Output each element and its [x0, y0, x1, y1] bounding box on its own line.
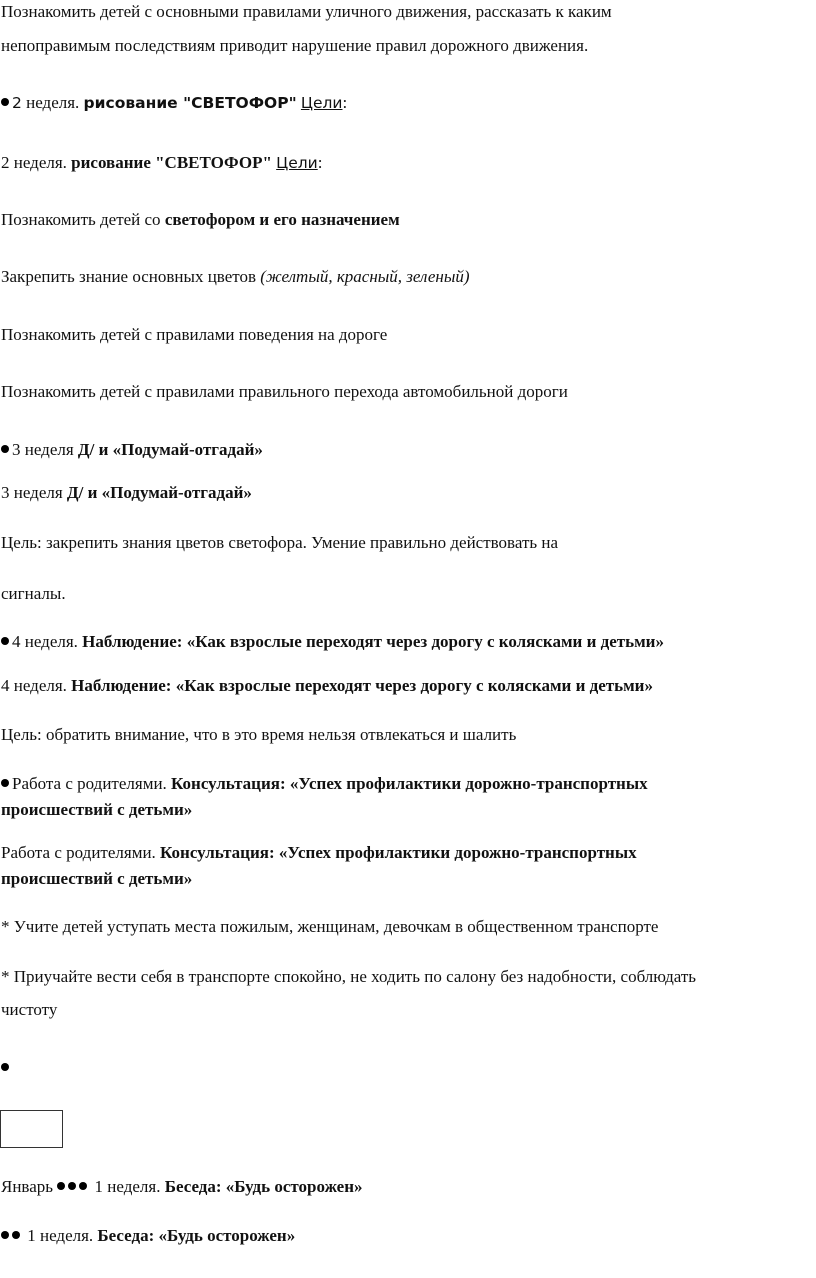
- week3-bullet-item: 3 неделя Д/ и «Подумай-отгадай»: [1, 440, 263, 460]
- bullet-icon: [68, 1182, 76, 1190]
- bullet-icon: [57, 1182, 65, 1190]
- last-item: 1 неделя. Беседа: «Будь осторожен»: [1, 1226, 295, 1246]
- goal-1: Познакомить детей со светофором и его назначением: [1, 210, 400, 229]
- goals-link[interactable]: Цели: [276, 154, 318, 172]
- bullet-icon: [79, 1182, 87, 1190]
- bullet-icon: [1, 779, 9, 787]
- bullet-icon: [1, 637, 9, 645]
- intro-line-1: Познакомить детей с основными правилами уличного движения, рассказать к каким: [1, 2, 612, 21]
- activity-title: рисование "СВЕТОФОР": [83, 94, 297, 112]
- parents-item-cont: происшествий с детьми»: [1, 869, 193, 888]
- week4-bullet-item: 4 неделя. Наблюдение: «Как взрослые переходят через дорогу с колясками и детьми»: [1, 632, 664, 652]
- week3-goal-line-1: Цель: закрепить знания цветов светофора. Умение правильно действовать на: [1, 533, 559, 552]
- january-item: Январь 1 неделя. Беседа: «Будь осторожен»: [1, 1177, 363, 1196]
- week2-item: 2 неделя. рисование "СВЕТОФОР" Цели:: [1, 153, 323, 172]
- bullet-icon: [12, 1231, 20, 1239]
- intro-line-2: непоправимым последствиям приводит нарушение правил дорожного движения.: [1, 36, 589, 55]
- goal-2: Закрепить знание основных цветов (желтый, красный, зеленый): [1, 267, 470, 286]
- goal-4: Познакомить детей с правилами правильного перехода автомобильной дороги: [1, 382, 568, 401]
- bullet-icon: [1, 1063, 9, 1071]
- activity-title: рисование "СВЕТОФОР": [71, 153, 272, 172]
- week4-item: 4 неделя. Наблюдение: «Как взрослые переходят через дорогу с колясками и детьми»: [1, 676, 653, 695]
- parents-bullet-item: Работа с родителями. Консультация: «Успех профилактики дорожно-транспортных: [1, 774, 648, 794]
- week3-item: 3 неделя Д/ и «Подумай-отгадай»: [1, 483, 252, 502]
- goals-link[interactable]: Цели: [300, 94, 343, 112]
- week4-goal: Цель: обратить внимание, что в это время нельзя отвлекаться и шалить: [1, 725, 517, 744]
- goal-3: Познакомить детей с правилами поведения на дороге: [1, 325, 388, 344]
- bullet-icon: [1, 1231, 9, 1239]
- week2-bullet-item: 2 неделя. рисование "СВЕТОФОР" Цели:: [1, 93, 347, 113]
- week3-goal-line-2: сигналы.: [1, 584, 66, 603]
- parents-item: Работа с родителями. Консультация: «Успех профилактики дорожно-транспортных: [1, 843, 637, 862]
- tip-1: * Учите детей уступать места пожилым, женщинам, девочкам в общественном транспорте: [1, 917, 659, 936]
- tip-2-line-1: * Приучайте вести себя в транспорте спокойно, не ходить по салону без надобности, соблюдать: [1, 967, 697, 986]
- empty-table-cell: [0, 1110, 63, 1148]
- tip-2-line-2: чистоту: [1, 1000, 58, 1019]
- bullet-icon: [1, 445, 9, 453]
- bullet-icon: [1, 98, 9, 106]
- empty-bullet-item: [1, 1058, 12, 1078]
- parents-bullet-item-cont: происшествий с детьми»: [1, 800, 193, 819]
